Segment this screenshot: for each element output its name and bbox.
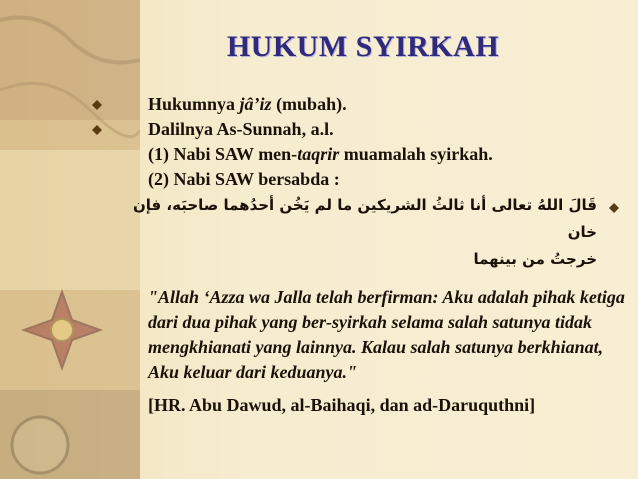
sub-item-emphasis: taqrir <box>297 144 340 164</box>
bullet-emphasis: jâ’iz <box>239 94 272 114</box>
sub-item-bersabda <box>108 167 633 192</box>
hadith-reference: [HR. Abu Dawud, al-Baihaqi, dan ad-Daruquthni] <box>148 395 536 415</box>
arabic-hadith <box>117 192 597 273</box>
diamond-bullet-icon <box>92 92 102 117</box>
bullet-text: Hukumnya <box>148 94 240 114</box>
bullet-item-hukum <box>108 92 633 117</box>
sub-item-taqrir <box>108 142 633 167</box>
bullet-text-suffix: (mubah). <box>271 94 347 114</box>
sub-item-text-suffix: muamalah syirkah. <box>339 144 493 164</box>
slide-title: HUKUM SYIRKAH <box>226 30 500 63</box>
arabic-line-1: قَالَ اللهُ تعالى أنا ثالثُ الشريكين ما لم يَخُن أحدُهما صاحبَه، فإن خان <box>132 196 597 241</box>
diamond-bullet-icon <box>92 117 102 142</box>
sub-item-text: (1) Nabi SAW men- <box>148 144 298 164</box>
slide-content <box>108 92 633 418</box>
bullet-item-dalil <box>108 117 633 142</box>
hadith-translation: "Allah ‘Azza wa Jalla telah berfirman: Aku adalah pihak ketiga dari dua pihak yang ber-syirkah selama salah satunya tidak mengkhianati yang lainnya. Kalau salah satunya berkhianat, Aku keluar dari keduanya." <box>148 287 625 382</box>
bullet-text: Dalilnya As-Sunnah, a.l. <box>148 119 334 139</box>
diamond-bullet-icon <box>609 195 619 222</box>
arabic-line-2: خرجتُ من بينهما <box>473 250 597 268</box>
sub-item-text: (2) Nabi SAW bersabda : <box>148 169 340 189</box>
